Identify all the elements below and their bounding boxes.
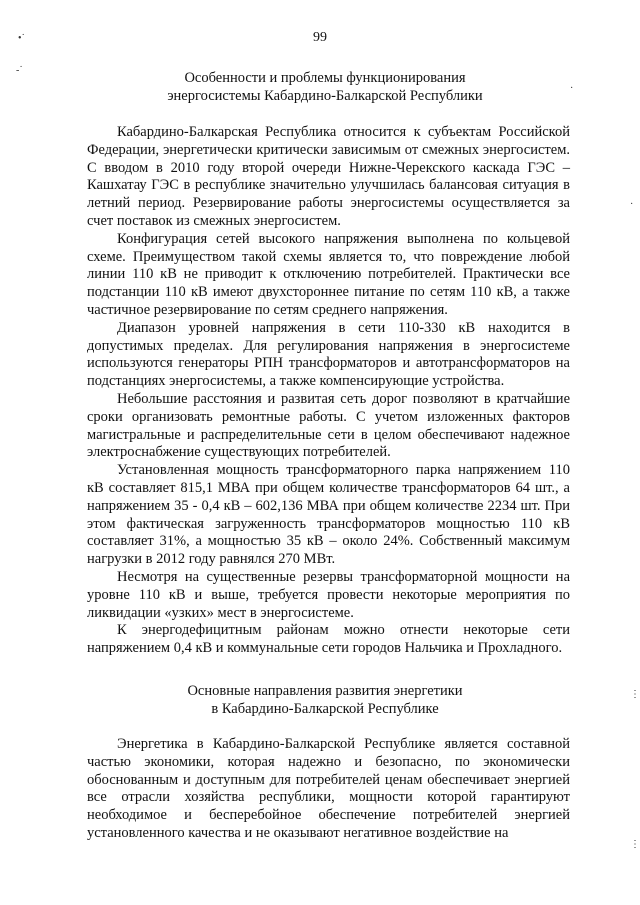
heading-line: в Кабардино-Балкарской Республике	[211, 701, 439, 717]
paragraph: Установленная мощность трансформаторного парка напряжением 110 кВ составляет 815,1 МВА при общем количестве трансформаторов 64 шт., а напряжением 35 - 0,4 кВ – 602,136 МВА при общем количестве 2234 шт. При этом фактическая загруженность трансформаторов мощностью 110 кВ составляет 31%, а мощностью 35 кВ – около 24%. Собственный максимум нагрузки в 2012 году равнялся 270 МВт.	[87, 462, 570, 568]
section-heading	[80, 69, 570, 105]
paragraph: Кабардино-Балкарская Республика относится к субъектам Российской Федерации, энергетически критически зависимым от смежных энергосистем. С вводом в 2010 году второй очереди Нижне-Черекского каскада ГЭС – Кашхатау ГЭС в республике значительно улучшилась балансовая ситуация в летний период. Резервирование работы энергосистемы осуществляется за счет поставок из смежных энергосистем.	[87, 124, 570, 229]
paragraph: Несмотря на существенные резервы трансформаторной мощности на уровне 110 кВ и выше, требуется провести некоторые мероприятия по ликвидации «узких» мест в энергосистеме.	[87, 568, 570, 621]
heading-line: Особенности и проблемы функционирования	[184, 70, 466, 86]
page-number: 99	[313, 30, 327, 45]
section-heading	[80, 682, 570, 718]
heading-line: энергосистемы Кабардино-Балкарской Республики	[167, 88, 483, 104]
section-body	[87, 124, 570, 658]
paragraph: Энергетика в Кабардино-Балкарской Республике является составной частью экономики, которая надежно и безопасно, по экономически обоснованным и доступным для потребителей ценам обеспечивает энергией все отрасли хозяйства республики, мощности которой гарантируют необходимое и бесперебойное обеспечение потребителей энергией установленного качества и не оказывают негативное воздействие на	[87, 736, 570, 841]
paragraph: К энергодефицитным районам можно отнести некоторые сети напряжением 0,4 кВ и коммунальные сети городов Нальчика и Прохладного.	[87, 622, 570, 657]
scan-artifact-mark: ⋮	[630, 839, 640, 850]
scan-artifact-mark: •˙	[18, 33, 25, 44]
scan-artifact-mark: ·	[570, 83, 574, 94]
scan-artifact-mark: ⋮	[630, 689, 640, 700]
section-body	[87, 736, 570, 843]
paragraph: Конфигурация сетей высокого напряжения выполнена по кольцевой схеме. Преимуществом такой схемы является то, что повреждение любой линии 110 кВ не приводит к отключению потребителей. Практически все подстанции 110 кВ имеют двухстороннее питание по сетям 110 кВ, а также частичное резервирование по сетям среднего напряжения.	[87, 230, 570, 318]
heading-line: Основные направления развития энергетики	[187, 683, 463, 699]
paragraph: Небольшие расстояния и развитая сеть дорог позволяют в кратчайшие сроки организовать ремонтные работы. С учетом изложенных факторов магистральные и распределительные сети в целом обеспечивают надежное электроснабжение существующих потребителей.	[87, 390, 570, 461]
scan-artifact-mark: -˙	[16, 65, 23, 76]
scan-artifact-mark: ·	[630, 199, 634, 210]
paragraph: Диапазон уровней напряжения в сети 110-330 кВ находится в допустимых пределах. Для регулирования напряжения в энергосистеме используются генераторы РПН трансформаторов и автотрансформаторов на подстанциях энергосистемы, а также компенсирующие устройства.	[87, 319, 570, 390]
